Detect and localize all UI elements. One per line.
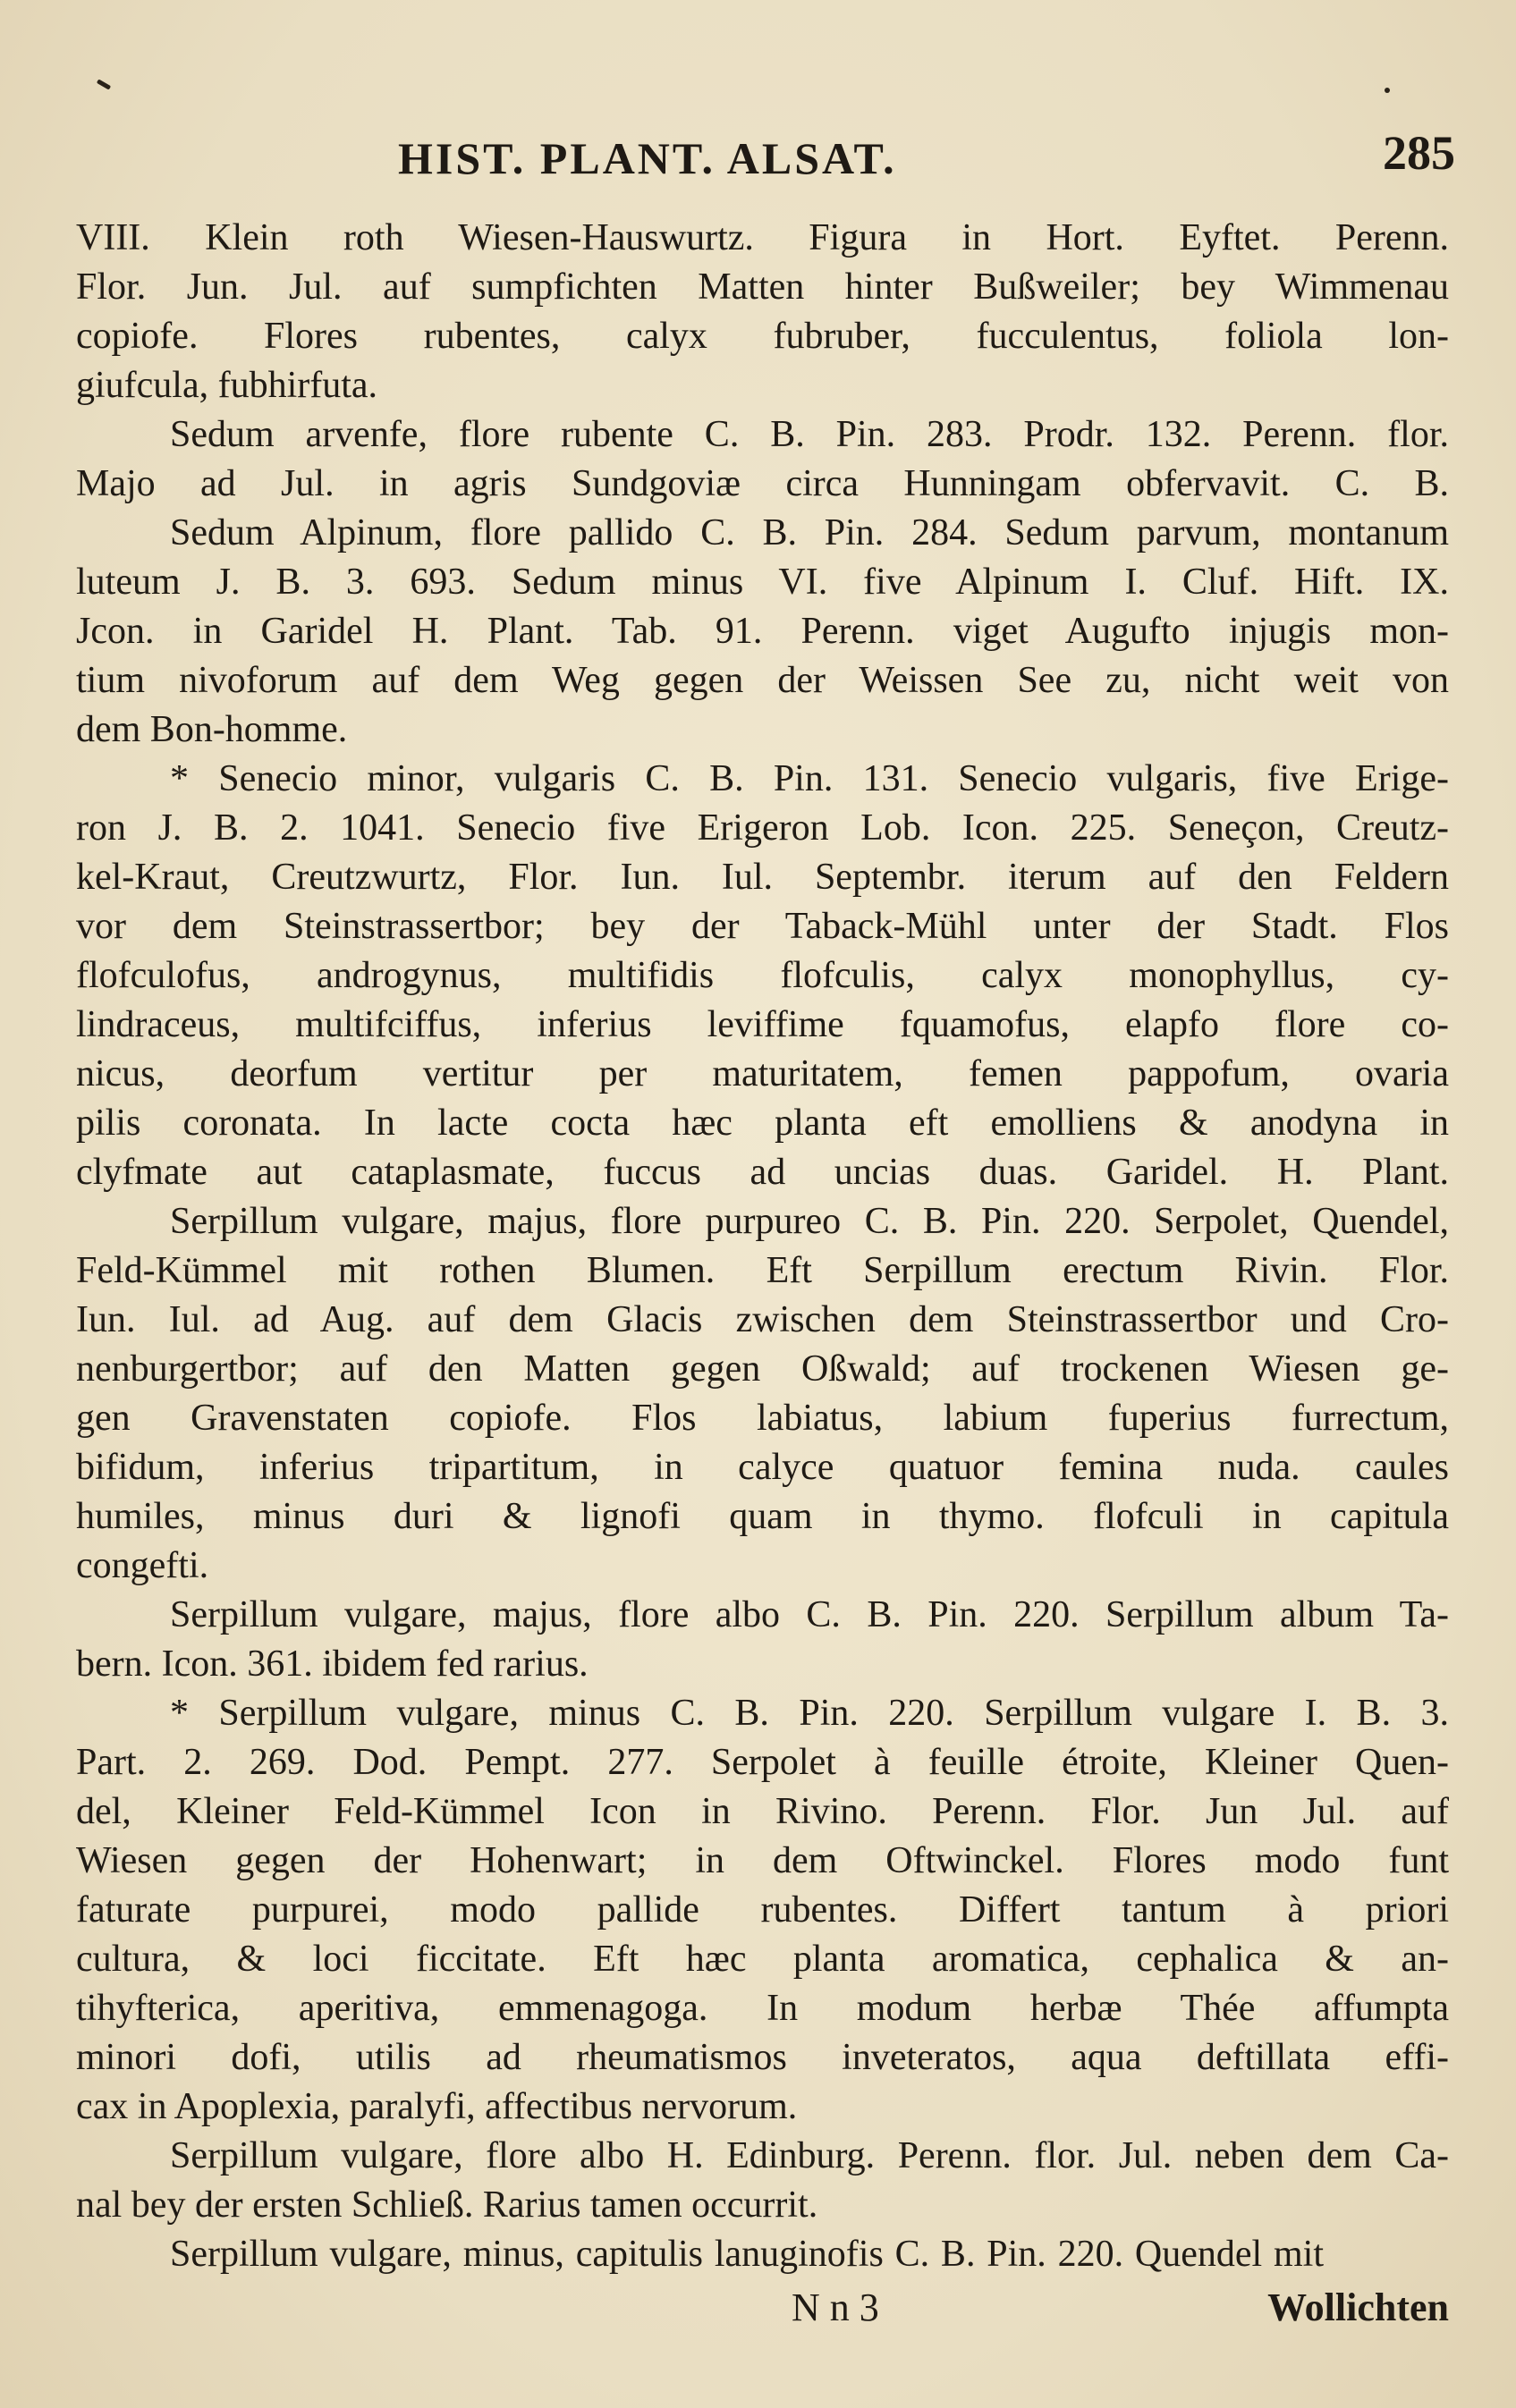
text-line: vor dem Steinstrassertbor; bey der Taback-Mühl unter der Stadt. Flos bbox=[76, 906, 1449, 947]
text-line: flofculofus, androgynus, multifidis flofculis, calyx monophyllus, cy- bbox=[76, 955, 1449, 996]
text-line: copiofe. Flores rubentes, calyx fubruber, fucculentus, foliola lon- bbox=[76, 316, 1449, 357]
text-line: Flor. Jun. Jul. auf sumpfichten Matten hinter Bußweiler; bey Wimmenau bbox=[76, 266, 1449, 308]
text-line: bifidum, inferius tripartitum, in calyce quatuor femina nuda. caules bbox=[76, 1447, 1449, 1488]
text-line: nal bey der ersten Schließ. Rarius tamen occurrit. bbox=[76, 2184, 818, 2226]
text-line: Serpillum vulgare, majus, flore purpureo C. B. Pin. 220. Serpolet, Quendel, bbox=[170, 1201, 1449, 1242]
text-line: Majo ad Jul. in agris Sundgoviæ circa Hunningam obfervavit. C. B. bbox=[76, 463, 1449, 504]
running-head: HIST. PLANT. ALSAT. bbox=[398, 133, 897, 183]
text-line: nicus, deorfum vertitur per maturitatem, femen pappofum, ovaria bbox=[76, 1053, 1449, 1094]
text-line: Wiesen gegen der Hohenwart; in dem Oftwinckel. Flores modo funt bbox=[76, 1840, 1449, 1881]
text-line: Serpillum vulgare, flore albo H. Edinburg. Perenn. flor. Jul. neben dem Ca- bbox=[170, 2135, 1449, 2176]
text-line: ron J. B. 2. 1041. Senecio five Erigeron Lob. Icon. 225. Seneçon, Creutz- bbox=[76, 807, 1449, 849]
text-line: congefti. bbox=[76, 1545, 209, 1586]
text-line: cultura, & loci ficcitate. Eft hæc planta aromatica, cephalica & an- bbox=[76, 1939, 1449, 1980]
text-line: Serpillum vulgare, majus, flore albo C. B. Pin. 220. Serpillum album Ta- bbox=[170, 1594, 1449, 1635]
text-line: del, Kleiner Feld-Kümmel Icon in Rivino. Perenn. Flor. Jun Jul. auf bbox=[76, 1791, 1449, 1832]
text-line: cax in Apoplexia, paralyfi, affectibus nervorum. bbox=[76, 2086, 798, 2127]
page-number: 285 bbox=[1383, 126, 1455, 180]
text-line: pilis coronata. In lacte cocta hæc planta eft emolliens & anodyna in bbox=[76, 1103, 1449, 1144]
text-line: VIII. Klein roth Wiesen-Hauswurtz. Figura in Hort. Eyftet. Perenn. bbox=[76, 217, 1449, 258]
text-line: tihyfterica, aperitiva, emmenagoga. In modum herbæ Thée affumpta bbox=[76, 1988, 1449, 2029]
text-line: Sedum Alpinum, flore pallido C. B. Pin. 284. Sedum parvum, montanum bbox=[170, 512, 1449, 553]
text-line: humiles, minus duri & lignofi quam in thymo. flofculi in capitula bbox=[76, 1496, 1449, 1537]
text-line: Part. 2. 269. Dod. Pempt. 277. Serpolet à feuille étroite, Kleiner Quen- bbox=[76, 1742, 1449, 1783]
text-line: bern. Icon. 361. ibidem fed rarius. bbox=[76, 1643, 589, 1685]
text-line: luteum J. B. 3. 693. Sedum minus VI. five Alpinum I. Cluf. Hift. IX. bbox=[76, 562, 1449, 603]
ink-speck bbox=[1385, 88, 1390, 93]
text-line: Sedum arvenfe, flore rubente C. B. Pin. 283. Prodr. 132. Perenn. flor. bbox=[170, 414, 1449, 455]
text-line: Serpillum vulgare, minus, capitulis lanuginofis C. B. Pin. 220. Quendel mit bbox=[170, 2234, 1324, 2275]
text-line: Jcon. in Garidel H. Plant. Tab. 91. Perenn. viget Augufto injugis mon- bbox=[76, 611, 1449, 652]
text-line: kel-Kraut, Creutzwurtz, Flor. Iun. Iul. Septembr. iterum auf den Feldern bbox=[76, 857, 1449, 898]
text-line: dem Bon-homme. bbox=[76, 709, 348, 750]
text-line: Feld-Kümmel mit rothen Blumen. Eft Serpillum erectum Rivin. Flor. bbox=[76, 1250, 1449, 1291]
text-line: lindraceus, multifciffus, inferius leviffime fquamofus, elapfo flore co- bbox=[76, 1004, 1449, 1045]
text-line: * Senecio minor, vulgaris C. B. Pin. 131. Senecio vulgaris, five Erige- bbox=[170, 758, 1449, 799]
text-line: gen Gravenstaten copiofe. Flos labiatus, labium fuperius furrectum, bbox=[76, 1398, 1449, 1439]
text-line: nenburgertbor; auf den Matten gegen Oßwald; auf trockenen Wiesen ge- bbox=[76, 1348, 1449, 1390]
text-line: minori dofi, utilis ad rheumatismos inveteratos, aqua deftillata effi- bbox=[76, 2037, 1449, 2078]
signature-mark: N n 3 bbox=[792, 2285, 879, 2329]
catchword: Wollichten bbox=[1267, 2285, 1449, 2329]
text-line: * Serpillum vulgare, minus C. B. Pin. 220. Serpillum vulgare I. B. 3. bbox=[170, 1693, 1449, 1734]
text-line: giufcula, fubhirfuta. bbox=[76, 365, 378, 406]
text-line: faturate purpurei, modo pallide rubentes. Differt tantum à priori bbox=[76, 1889, 1449, 1931]
text-line: Iun. Iul. ad Aug. auf dem Glacis zwischen dem Steinstrassertbor und Cro- bbox=[76, 1299, 1449, 1340]
text-line: tium nivoforum auf dem Weg gegen der Weissen See zu, nicht weit von bbox=[76, 660, 1449, 701]
text-line: clyfmate aut cataplasmate, fuccus ad uncias duas. Garidel. H. Plant. bbox=[76, 1152, 1449, 1193]
